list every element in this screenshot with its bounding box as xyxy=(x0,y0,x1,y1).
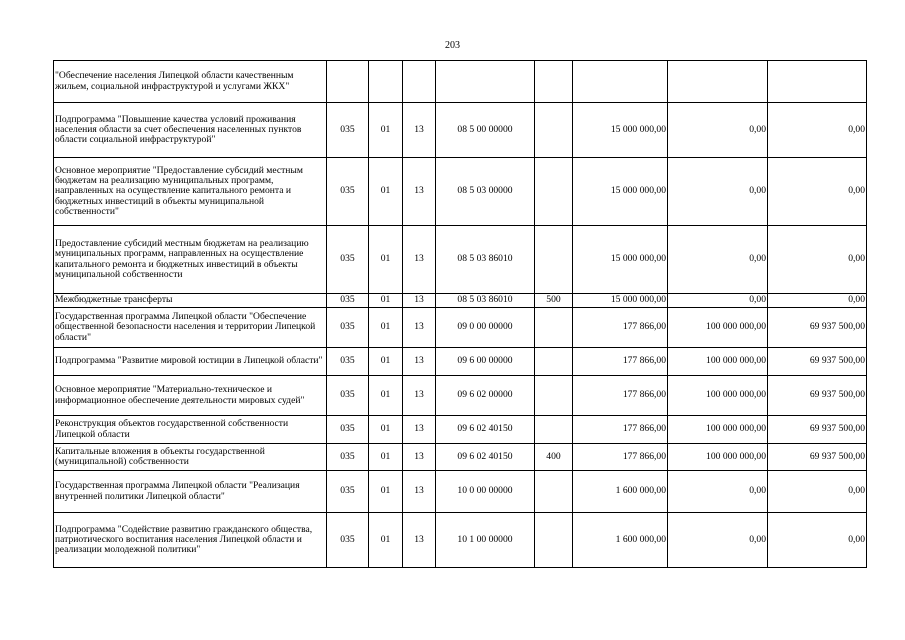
cell-ministry: 035 xyxy=(327,444,369,471)
cell-ministry xyxy=(327,61,369,103)
cell-subsection: 13 xyxy=(403,444,436,471)
cell-ministry: 035 xyxy=(327,226,369,294)
cell-expense-type xyxy=(535,416,573,444)
cell-expense-type: 500 xyxy=(535,294,573,308)
cell-amount-2: 0,00 xyxy=(668,513,768,568)
cell-expense-type xyxy=(535,348,573,376)
cell-expense-type xyxy=(535,103,573,158)
cell-amount-3: 0,00 xyxy=(768,158,867,226)
cell-section: 01 xyxy=(369,416,403,444)
cell-amount-3: 0,00 xyxy=(768,226,867,294)
cell-amount-1: 1 600 000,00 xyxy=(573,471,668,513)
cell-amount-2: 100 000 000,00 xyxy=(668,444,768,471)
cell-amount-2: 100 000 000,00 xyxy=(668,308,768,348)
table-row xyxy=(54,513,867,568)
cell-name: Государственная программа Липецкой области "Обеспечение общественной безопасности населения и территории Липецкой области" xyxy=(54,308,327,348)
cell-expense-type xyxy=(535,308,573,348)
cell-amount-3: 69 937 500,00 xyxy=(768,376,867,416)
cell-amount-3: 69 937 500,00 xyxy=(768,348,867,376)
cell-target-article: 08 5 03 86010 xyxy=(436,226,535,294)
table-row xyxy=(54,348,867,376)
cell-section: 01 xyxy=(369,376,403,416)
table-row xyxy=(54,158,867,226)
cell-amount-3: 69 937 500,00 xyxy=(768,416,867,444)
cell-subsection: 13 xyxy=(403,471,436,513)
cell-amount-1: 177 866,00 xyxy=(573,416,668,444)
cell-target-article: 10 0 00 00000 xyxy=(436,471,535,513)
table-row xyxy=(54,308,867,348)
cell-section: 01 xyxy=(369,226,403,294)
cell-amount-1: 15 000 000,00 xyxy=(573,158,668,226)
cell-target-article: 09 6 02 40150 xyxy=(436,444,535,471)
cell-section xyxy=(369,61,403,103)
cell-name: Межбюджетные трансферты xyxy=(54,294,327,308)
cell-amount-2: 100 000 000,00 xyxy=(668,348,768,376)
cell-amount-2: 0,00 xyxy=(668,226,768,294)
cell-target-article: 09 6 00 00000 xyxy=(436,348,535,376)
table-row xyxy=(54,376,867,416)
cell-amount-2 xyxy=(668,61,768,103)
cell-expense-type xyxy=(535,61,573,103)
cell-target-article xyxy=(436,61,535,103)
cell-amount-3: 0,00 xyxy=(768,294,867,308)
cell-section: 01 xyxy=(369,444,403,471)
cell-section: 01 xyxy=(369,294,403,308)
cell-amount-1: 1 600 000,00 xyxy=(573,513,668,568)
table-row xyxy=(54,61,867,103)
cell-name: Основное мероприятие "Материально-техническое и информационное обеспечение деятельности мировых судей" xyxy=(54,376,327,416)
cell-ministry: 035 xyxy=(327,513,369,568)
cell-target-article: 08 5 03 00000 xyxy=(436,158,535,226)
cell-ministry: 035 xyxy=(327,103,369,158)
cell-target-article: 10 1 00 00000 xyxy=(436,513,535,568)
cell-name: Реконструкция объектов государственной собственности Липецкой области xyxy=(54,416,327,444)
cell-ministry: 035 xyxy=(327,294,369,308)
cell-ministry: 035 xyxy=(327,348,369,376)
table-row xyxy=(54,294,867,308)
cell-amount-3: 69 937 500,00 xyxy=(768,308,867,348)
cell-subsection: 13 xyxy=(403,226,436,294)
cell-name: Подпрограмма "Повышение качества условий проживания населения области за счет обеспечения населенных пунктов области социальной инфраструктурой" xyxy=(54,103,327,158)
budget-table xyxy=(53,60,867,568)
cell-ministry: 035 xyxy=(327,158,369,226)
cell-subsection: 13 xyxy=(403,416,436,444)
cell-amount-1: 177 866,00 xyxy=(573,348,668,376)
cell-expense-type: 400 xyxy=(535,444,573,471)
cell-expense-type xyxy=(535,158,573,226)
cell-amount-2: 100 000 000,00 xyxy=(668,376,768,416)
cell-target-article: 09 6 02 00000 xyxy=(436,376,535,416)
cell-amount-3: 0,00 xyxy=(768,513,867,568)
cell-name: Основное мероприятие "Предоставление субсидий местным бюджетам на реализацию муниципальных программ, направленных на осуществление капитального ремонта и бюджетных инвестиций в объекты муниципальной собственности" xyxy=(54,158,327,226)
cell-amount-1: 15 000 000,00 xyxy=(573,103,668,158)
cell-section: 01 xyxy=(369,471,403,513)
cell-ministry: 035 xyxy=(327,308,369,348)
cell-amount-1 xyxy=(573,61,668,103)
cell-name: Капитальные вложения в объекты государственной (муниципальной) собственности xyxy=(54,444,327,471)
cell-subsection: 13 xyxy=(403,513,436,568)
cell-amount-2: 0,00 xyxy=(668,103,768,158)
cell-section: 01 xyxy=(369,308,403,348)
cell-amount-2: 0,00 xyxy=(668,158,768,226)
cell-section: 01 xyxy=(369,103,403,158)
cell-name: Государственная программа Липецкой области "Реализация внутренней политики Липецкой области" xyxy=(54,471,327,513)
cell-amount-3: 69 937 500,00 xyxy=(768,444,867,471)
cell-subsection: 13 xyxy=(403,308,436,348)
cell-amount-1: 177 866,00 xyxy=(573,376,668,416)
cell-section: 01 xyxy=(369,513,403,568)
cell-amount-3: 0,00 xyxy=(768,103,867,158)
cell-subsection xyxy=(403,61,436,103)
cell-amount-2: 0,00 xyxy=(668,471,768,513)
cell-target-article: 08 5 03 86010 xyxy=(436,294,535,308)
cell-target-article: 08 5 00 00000 xyxy=(436,103,535,158)
page-number: 203 xyxy=(445,40,460,51)
cell-amount-1: 15 000 000,00 xyxy=(573,294,668,308)
cell-amount-1: 177 866,00 xyxy=(573,308,668,348)
cell-amount-1: 15 000 000,00 xyxy=(573,226,668,294)
cell-target-article: 09 6 02 40150 xyxy=(436,416,535,444)
cell-name: Подпрограмма "Содействие развитию гражданского общества, патриотического воспитания населения Липецкой области и реализации молодежной политики" xyxy=(54,513,327,568)
cell-section: 01 xyxy=(369,348,403,376)
cell-amount-1: 177 866,00 xyxy=(573,444,668,471)
cell-subsection: 13 xyxy=(403,348,436,376)
cell-name: Подпрограмма "Развитие мировой юстиции в Липецкой области" xyxy=(54,348,327,376)
cell-subsection: 13 xyxy=(403,103,436,158)
cell-expense-type xyxy=(535,471,573,513)
cell-ministry: 035 xyxy=(327,376,369,416)
cell-expense-type xyxy=(535,226,573,294)
cell-expense-type xyxy=(535,513,573,568)
table-row xyxy=(54,444,867,471)
cell-subsection: 13 xyxy=(403,376,436,416)
cell-amount-3: 0,00 xyxy=(768,471,867,513)
cell-target-article: 09 0 00 00000 xyxy=(436,308,535,348)
cell-subsection: 13 xyxy=(403,294,436,308)
cell-subsection: 13 xyxy=(403,158,436,226)
table-body xyxy=(54,61,867,568)
cell-amount-2: 100 000 000,00 xyxy=(668,416,768,444)
cell-ministry: 035 xyxy=(327,471,369,513)
cell-amount-3 xyxy=(768,61,867,103)
table-row xyxy=(54,103,867,158)
cell-name: "Обеспечение населения Липецкой области качественным жильем, социальной инфраструктурой и услугами ЖКХ" xyxy=(54,61,327,103)
cell-section: 01 xyxy=(369,158,403,226)
table-row xyxy=(54,226,867,294)
table-row xyxy=(54,471,867,513)
cell-ministry: 035 xyxy=(327,416,369,444)
cell-amount-2: 0,00 xyxy=(668,294,768,308)
cell-expense-type xyxy=(535,376,573,416)
table-row xyxy=(54,416,867,444)
cell-name: Предоставление субсидий местным бюджетам на реализацию муниципальных программ, направленных на осуществление капитального ремонта и бюджетных инвестиций в объекты муниципальной собственности xyxy=(54,226,327,294)
